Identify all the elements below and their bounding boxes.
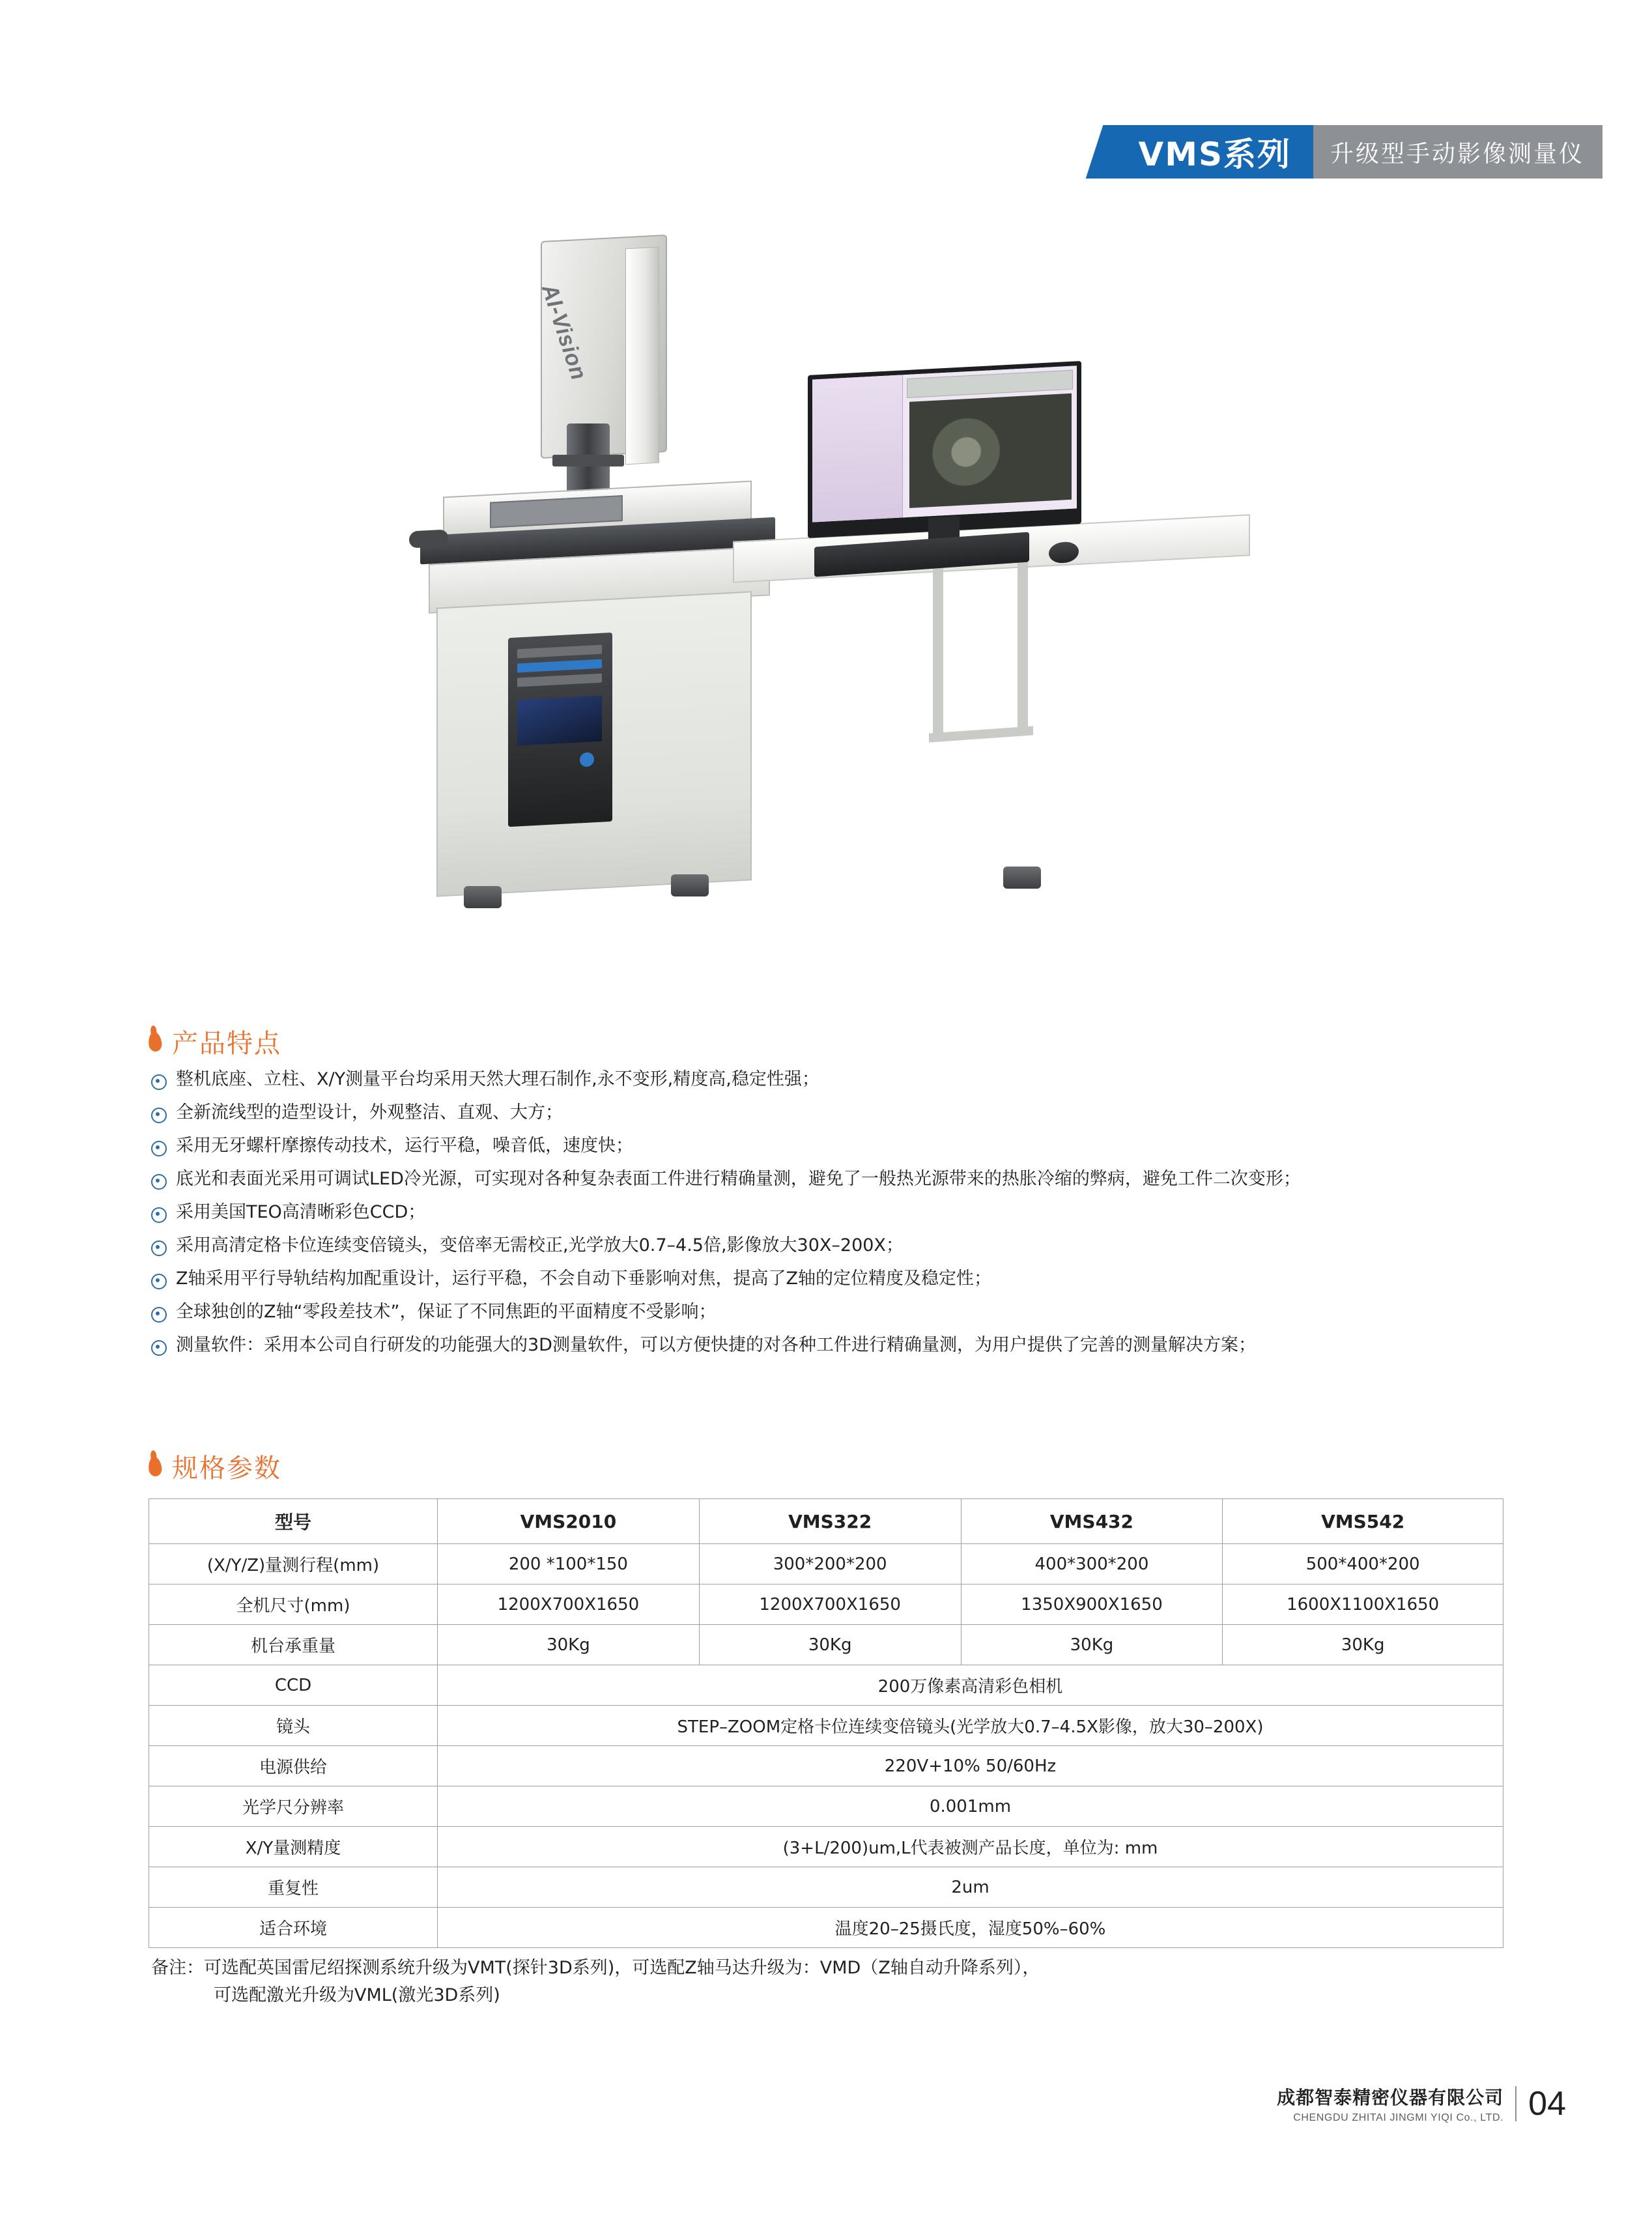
company-name-cn: 成都智泰精密仪器有限公司 — [1277, 2087, 1504, 2108]
workbench-leg — [933, 564, 943, 740]
pc-drive-bay — [517, 659, 602, 673]
workbench-foot-bar — [929, 726, 1033, 742]
table-row — [149, 1544, 1503, 1584]
footer-divider — [1515, 2086, 1517, 2121]
table-row — [149, 1827, 1503, 1867]
list-item — [151, 1135, 1532, 1157]
machine-knob-left — [409, 529, 448, 548]
pc-drive-bay — [517, 645, 602, 659]
list-item — [151, 1102, 1532, 1124]
list-item — [151, 1168, 1532, 1190]
software-viewport — [903, 366, 1077, 517]
specs-remark — [151, 1955, 1519, 2009]
software-sidebar — [812, 375, 903, 522]
list-item — [151, 1334, 1532, 1356]
feature-text: 测量软件：采用本公司自行研发的功能强大的3D测量软件，可以方便快捷的对各种工件进行精确量测，为用户提供了完善的测量解决方案； — [176, 1335, 1256, 1355]
table-cell-merged: 0.001mm — [438, 1786, 1503, 1827]
features-heading-text: 产品特点 — [172, 1029, 281, 1059]
table-cell: 30Kg — [1223, 1625, 1503, 1665]
machine-leveling-foot — [671, 874, 709, 896]
row-label: 适合环境 — [149, 1908, 438, 1948]
feature-text: Z轴采用平行导轨结构加配重设计，运行平稳，不会自动下垂影响对焦，提高了Z轴的定位精度及稳定性； — [176, 1268, 991, 1289]
table-cell: 1350X900X1650 — [961, 1584, 1223, 1625]
pc-tower — [508, 633, 612, 827]
pc-drive-bay — [517, 674, 602, 687]
table-header-cell: VMS542 — [1223, 1499, 1503, 1544]
table-row — [149, 1746, 1503, 1786]
droplet-icon — [147, 1031, 162, 1052]
table-row — [149, 1908, 1503, 1948]
workbench-leveling-foot — [1003, 867, 1041, 889]
monitor-screen — [812, 366, 1077, 522]
table-cell: 30Kg — [438, 1625, 700, 1665]
specs-section-heading — [149, 1448, 281, 1485]
table-cell: 1600X1100X1650 — [1223, 1584, 1503, 1625]
table-header-cell: VMS432 — [961, 1499, 1223, 1544]
table-cell-merged: 温度20–25摄氏度，湿度50%–60% — [438, 1908, 1503, 1948]
banner-series-title — [1109, 125, 1313, 179]
specifications-table — [149, 1498, 1503, 1948]
row-label: 光学尺分辨率 — [149, 1786, 438, 1827]
bullet-icon — [151, 1340, 167, 1356]
feature-text: 底光和表面光采用可调试LED冷光源，可实现对各种复杂表面工件进行精确量测，避免了一般热光源带来的热胀冷缩的弊病，避免工件二次变形； — [176, 1169, 1301, 1189]
bullet-icon — [151, 1274, 167, 1289]
feature-text: 整机底座、立柱、X/Y测量平台均采用天然大理石制作,永不变形,精度高,稳定性强； — [176, 1069, 819, 1089]
table-row — [149, 1665, 1503, 1706]
table-cell: 1200X700X1650 — [699, 1584, 961, 1625]
feature-text: 采用高清定格卡位连续变倍镜头，变倍率无需校正,光学放大0.7–4.5倍,影像放大30X–200X； — [176, 1235, 904, 1255]
software-toolbar — [907, 370, 1073, 398]
remark-line-1: 备注：可选配英国雷尼绍探测系统升级为VMT(探针3D系列)，可选配Z轴马达升级为：VMD（Z轴自动升降系列）， — [151, 1958, 1040, 1978]
pc-front-window — [517, 696, 602, 746]
bullet-icon — [151, 1207, 167, 1223]
workbench-leg — [1018, 549, 1028, 731]
product-photo — [352, 208, 1283, 977]
remark-line-2: 可选配激光升级为VML(激光3D系列) — [214, 1985, 500, 2005]
bullet-icon — [151, 1307, 167, 1323]
feature-text: 全球独创的Z轴“零段差技术”，保证了不同焦距的平面精度不受影响； — [176, 1302, 717, 1322]
pc-power-button-icon — [580, 752, 594, 767]
software-camera-image — [909, 394, 1072, 508]
table-row — [149, 1786, 1503, 1827]
table-header-cell: 型号 — [149, 1499, 438, 1544]
features-list — [151, 1068, 1532, 1368]
table-header-row — [149, 1499, 1503, 1544]
list-item — [151, 1235, 1532, 1257]
table-header-cell: VMS2010 — [438, 1499, 700, 1544]
row-label: 镜头 — [149, 1706, 438, 1746]
monitor — [808, 368, 1081, 531]
feature-text: 采用无牙螺杆摩擦传动技术，运行平稳，噪音低，速度快； — [176, 1136, 633, 1156]
table-row — [149, 1584, 1503, 1625]
feature-text: 采用美国TEO高清晰彩色CCD； — [176, 1202, 426, 1222]
specs-heading-text: 规格参数 — [172, 1454, 281, 1484]
table-cell: 30Kg — [699, 1625, 961, 1665]
droplet-icon — [147, 1456, 162, 1477]
list-item — [151, 1068, 1532, 1091]
table-row — [149, 1706, 1503, 1746]
company-name-en: CHENGDU ZHITAI JINGMI YIQI Co., LTD. — [1293, 2112, 1504, 2123]
table-row — [149, 1867, 1503, 1908]
bullet-icon — [151, 1074, 167, 1090]
machine-z-post — [625, 247, 659, 465]
row-label: 全机尺寸(mm) — [149, 1584, 438, 1625]
table-cell: 300*200*200 — [699, 1544, 961, 1584]
features-section-heading — [149, 1023, 281, 1060]
row-label: CCD — [149, 1665, 438, 1706]
row-label: (X/Y/Z)量测行程(mm) — [149, 1544, 438, 1584]
table-cell-merged: 2um — [438, 1867, 1503, 1908]
bullet-icon — [151, 1141, 167, 1156]
table-cell-merged: 220V+10% 50/60Hz — [438, 1746, 1503, 1786]
list-item — [151, 1201, 1532, 1224]
machine-logo: AI-Vision — [536, 280, 591, 384]
monitor-bezel — [808, 361, 1081, 538]
bullet-icon — [151, 1174, 167, 1190]
list-item — [151, 1268, 1532, 1290]
banner-subtitle: 升级型手动影像测量仪 — [1313, 125, 1602, 179]
table-cell: 400*300*200 — [961, 1544, 1223, 1584]
feature-text: 全新流线型的造型设计，外观整洁、直观、大方； — [176, 1102, 563, 1123]
bullet-icon — [151, 1108, 167, 1123]
table-cell-merged: 200万像素高清彩色相机 — [438, 1665, 1503, 1706]
row-label: 重复性 — [149, 1867, 438, 1908]
page-footer — [1277, 2084, 1566, 2124]
table-cell-merged: (3+L/200)um,L代表被测产品长度，单位为: mm — [438, 1827, 1503, 1867]
table-row — [149, 1625, 1503, 1665]
page-number: 04 — [1528, 2085, 1566, 2123]
bullet-icon — [151, 1240, 167, 1256]
row-label: 电源供给 — [149, 1746, 438, 1786]
table-cell: 30Kg — [961, 1625, 1223, 1665]
table-cell: 1200X700X1650 — [438, 1584, 700, 1625]
table-header-cell: VMS322 — [699, 1499, 961, 1544]
company-block — [1277, 2084, 1503, 2124]
header-banner — [1089, 125, 1602, 179]
table-cell: 200 *100*150 — [438, 1544, 700, 1584]
machine-leveling-foot — [464, 886, 502, 908]
row-label: X/Y量测精度 — [149, 1827, 438, 1867]
list-item — [151, 1301, 1532, 1323]
table-cell: 500*400*200 — [1223, 1544, 1503, 1584]
banner-series-text: VMS系列 — [1138, 136, 1291, 173]
table-cell-merged: STEP–ZOOM定格卡位连续变倍镜头(光学放大0.7–4.5X影像，放大30–200X) — [438, 1706, 1503, 1746]
row-label: 机台承重量 — [149, 1625, 438, 1665]
